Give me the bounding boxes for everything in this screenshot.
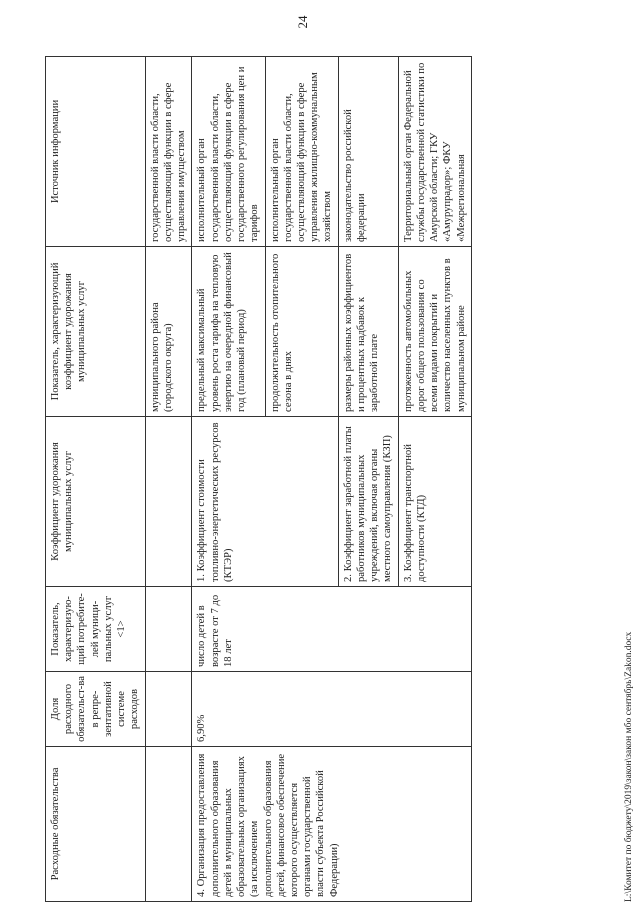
cont-source: государственной власти области, осуществляющий функции в сфере управления имуществом (145, 57, 192, 247)
table-row (192, 57, 265, 902)
header-row (46, 57, 146, 902)
source-4: Территориальный орган Федеральной службы государственной статистики по Амурской области; ГКУ «Амурупрадор»; ФКУ «Межрегиональная (398, 57, 471, 247)
indicator-4: протяженность автомобильных дорог общего пользования со всеми видами покрытий и количество населенных пунктов в муниципальном районе (398, 247, 471, 417)
share-cell: 6,90% (192, 672, 471, 747)
header-source: Источник информации (46, 57, 146, 247)
header-coefficient: Коэффициент удорожания муниципальных услуг (46, 417, 146, 587)
header-share: Доля расходного обязательст-ва в репре-зентативной системе расходов (46, 672, 146, 747)
indicator-2: продолжительность отопительного сезона в днях (265, 247, 338, 417)
rotated-page (10, 2, 634, 902)
obligation-cell: 4. Организация предоставления дополнительного образования детей в муниципальных образовательных организациях (за исключением дополнительного образования детей, финансовое обеспечение которого осуществляется органами государственной власти субъекта Российской Федерации) (192, 747, 471, 902)
coefficient-2: 2. Коэффициент заработной платы работников муниципальных учреждений, включая органы местного самоуправления (КЗП) (338, 417, 398, 587)
source-2: исполнительный орган государственной власти области, осуществляющий функции в сфере управления жилищно-коммунальным хозяйством (265, 57, 338, 247)
cont-indicator: муниципального района (городского округа) (145, 247, 192, 417)
coefficient-1: 1. Коэффициент стоимости топливно-энергетических ресурсов (КТЭР) (192, 417, 338, 587)
header-obligation: Расходные обязательства (46, 747, 146, 902)
header-consumers: Показатель, характеризую-щий потребите-лей муници-пальных услуг <1> (46, 587, 146, 672)
indicator-1: предельный максимальный уровень роста тарифа на тепловую энергию на очередной финансовый год (плановый период) (192, 247, 265, 417)
continuation-row (145, 57, 192, 902)
coefficient-3: 3. Коэффициент транспортной доступности (КТД) (398, 417, 471, 587)
indicator-3: размеры районных коэффициентов и процентных надбавок к заработной плате (338, 247, 398, 417)
source-3: законодательство российской федерации (338, 57, 398, 247)
expenditure-table (45, 56, 472, 902)
consumers-cell: число детей в возрасте от 7 до 18 лет (192, 587, 471, 672)
source-1: исполнительный орган государственной власти области, осуществляющий функции в сфере государственного регулирования цен и тарифов (192, 57, 265, 247)
page-number: 24 (295, 15, 310, 29)
header-indicator: Показатель, характеризующий коэффициент удорожания муниципальных услуг (46, 247, 146, 417)
file-path-footer: L:\Комитет по бюджету\2019\закон\закон мбо сентябрь\Zakon.docx (624, 631, 634, 902)
